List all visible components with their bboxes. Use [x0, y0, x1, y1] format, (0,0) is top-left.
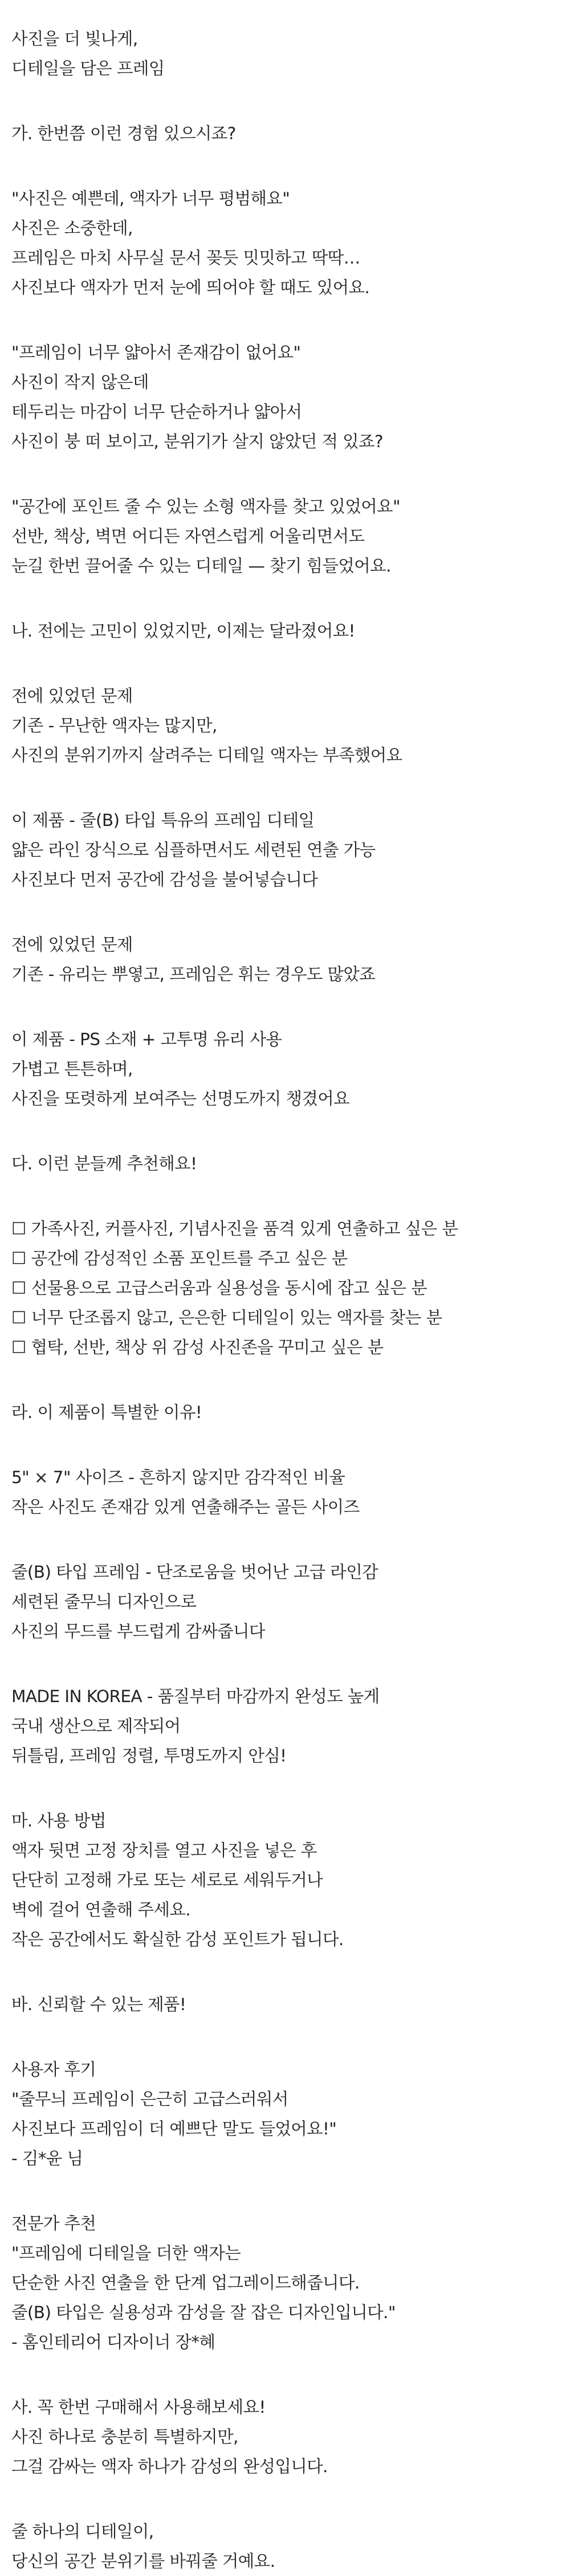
text-line: 사진을 또렷하게 보여주는 선명도까지 챙겼어요 — [11, 1089, 350, 1108]
expert-recommendation-block — [11, 2209, 559, 2357]
text-line: 선반, 책상, 벽면 어디든 자연스럽게 어울리면서도 — [11, 526, 365, 546]
section-heading-ba — [11, 1990, 559, 2019]
text-line: 작은 공간에서도 확실한 감성 포인트가 됩니다. — [11, 1930, 344, 1949]
text-line: 가볍고 튼튼하며, — [11, 1059, 133, 1079]
text-line: 줄(B) 타입 프레임 - 단조로움을 벗어난 고급 라인감 — [11, 1562, 378, 1582]
text-line: 이 제품 - PS 소재 + 고투명 유리 사용 — [11, 1030, 282, 1049]
feature-frame-block — [11, 1557, 559, 1646]
purchase-block — [11, 2392, 559, 2481]
feature-origin-block — [11, 1682, 559, 1771]
section-heading-ga — [11, 119, 559, 148]
text-line: "줄무늬 프레임이 은근히 고급스러워서 — [11, 2089, 288, 2109]
section-heading-na — [11, 616, 559, 646]
text-line: MADE IN KOREA - 품질부터 마감까지 완성도 높게 — [11, 1687, 380, 1706]
text-line: 세련된 줄무늬 디자인으로 — [11, 1592, 197, 1611]
list-item: ☐ 공간에 감성적인 소품 포인트를 주고 싶은 분 — [11, 1249, 348, 1268]
text-line: 사진을 더 빛나게, — [11, 29, 138, 48]
text-line: 전에 있었던 문제 — [11, 935, 133, 954]
text-line: "공간에 포인트 줄 수 있는 소형 액자를 찾고 있었어요" — [11, 497, 400, 516]
text-line: 사진보다 먼저 공간에 감성을 불어넣습니다 — [11, 870, 318, 889]
text-line: 사진이 작지 않은데 — [11, 372, 149, 392]
text-line: 작은 사진도 존재감 있게 연출해주는 골든 사이즈 — [11, 1497, 360, 1517]
text-line: 눈길 한번 끌어줄 수 있는 디테일 — 찾기 힘들었어요. — [11, 556, 391, 576]
complaint-block-1 — [11, 184, 559, 302]
text-line: 기존 - 무난한 액자는 많지만, — [11, 716, 217, 735]
solution-block-1 — [11, 805, 559, 894]
text-line: 단순한 사진 연출을 한 단계 업그레이드해줍니다. — [11, 2273, 360, 2293]
feature-size-block — [11, 1463, 559, 1522]
text-line: "프레임에 디테일을 더한 액자는 — [11, 2243, 241, 2263]
text-line: 뒤틀림, 프레임 정렬, 투명도까지 안심! — [11, 1746, 287, 1765]
text-line: 사진의 무드를 부드럽게 감싸줍니다 — [11, 1622, 265, 1641]
section-heading: 다. 이런 분들께 추천해요! — [11, 1154, 197, 1173]
text-line: 사진은 소중한데, — [11, 218, 133, 238]
text-line: 줄(B) 타입은 실용성과 감성을 잘 잡은 디자인입니다." — [11, 2303, 396, 2322]
recommendation-list — [11, 1214, 559, 1362]
text-line: 줄 하나의 디테일이, — [11, 2522, 154, 2541]
solution-block-2 — [11, 1024, 559, 1113]
list-item: ☐ 협탁, 선반, 책상 위 감성 사진존을 꾸미고 싶은 분 — [11, 1338, 384, 1357]
section-heading: 라. 이 제품이 특별한 이유! — [11, 1403, 202, 1422]
text-line: 이 제품 - 줄(B) 타입 특유의 프레임 디테일 — [11, 811, 315, 830]
text-line: 국내 생산으로 제작되어 — [11, 1716, 181, 1736]
text-line: 사진보다 프레임이 더 예쁘단 말도 들었어요!" — [11, 2119, 337, 2138]
section-heading: 나. 전에는 고민이 있었지만, 이제는 달라졌어요! — [11, 621, 355, 641]
text-line: 벽에 걸어 연출해 주세요. — [11, 1900, 191, 1919]
text-line: 액자 뒷면 고정 장치를 열고 사진을 넣은 후 — [11, 1841, 317, 1860]
text-line: 단단히 고정해 가로 또는 세로로 세워두거나 — [11, 1870, 323, 1890]
text-line: 프레임은 마치 사무실 문서 꽂듯 밋밋하고 딱딱… — [11, 248, 360, 268]
complaint-block-3 — [11, 492, 559, 581]
text-line: 사진이 붕 떠 보이고, 분위기가 살지 않았던 적 있죠? — [11, 432, 383, 451]
text-line: 당신의 공간 분위기를 바꿔줄 거예요. — [11, 2551, 275, 2571]
section-heading: 사. 꼭 한번 구매해서 사용해보세요! — [11, 2397, 266, 2417]
problem-block-1 — [11, 681, 559, 770]
text-line: - 홈인테리어 디자이너 장*혜 — [11, 2332, 215, 2352]
list-item: ☐ 너무 단조롭지 않고, 은은한 디테일이 있는 액자를 찾는 분 — [11, 1308, 442, 1327]
usage-block — [11, 1806, 559, 1954]
text-line: 전에 있었던 문제 — [11, 686, 133, 706]
section-heading-ra — [11, 1398, 559, 1427]
section-heading-da — [11, 1149, 559, 1178]
text-line: 5" × 7" 사이즈 - 흔하지 않지만 감각적인 비율 — [11, 1468, 345, 1487]
text-line: 기존 - 유리는 뿌옇고, 프레임은 휘는 경우도 많았죠 — [11, 965, 376, 984]
section-heading: 바. 신뢰할 수 있는 제품! — [11, 1995, 186, 2014]
text-line: 얇은 라인 장식으로 심플하면서도 세련된 연출 가능 — [11, 840, 376, 860]
section-heading: 가. 한번쯤 이런 경험 있으시죠? — [11, 124, 236, 143]
closing-block — [11, 2517, 559, 2576]
text-line: "프레임이 너무 얇아서 존재감이 없어요" — [11, 343, 301, 362]
text-line: 전문가 추천 — [11, 2214, 96, 2233]
text-line: 사진의 분위기까지 살려주는 디테일 액자는 부족했어요 — [11, 746, 402, 765]
complaint-block-2 — [11, 338, 559, 456]
text-line: 사진보다 액자가 먼저 눈에 띄어야 할 때도 있어요. — [11, 278, 370, 297]
text-line: 사용자 후기 — [11, 2060, 96, 2079]
text-line: 디테일을 담은 프레임 — [11, 59, 165, 78]
user-review-block — [11, 2055, 559, 2173]
text-line: "사진은 예쁜데, 액자가 너무 평범해요" — [11, 189, 290, 208]
text-line: 테두리는 마감이 너무 단순하거나 얇아서 — [11, 402, 302, 422]
text-line: 그걸 감싸는 액자 하나가 감성의 완성입니다. — [11, 2457, 328, 2476]
problem-block-2 — [11, 930, 559, 989]
section-heading: 마. 사용 방법 — [11, 1811, 106, 1830]
list-item: ☐ 선물용으로 고급스러움과 실용성을 동시에 잡고 싶은 분 — [11, 1278, 427, 1298]
text-line: 사진 하나로 충분히 특별하지만, — [11, 2427, 238, 2447]
list-item: ☐ 가족사진, 커플사진, 기념사진을 품격 있게 연출하고 싶은 분 — [11, 1219, 458, 1238]
intro-block — [11, 24, 559, 83]
text-line: - 김*윤 님 — [11, 2149, 83, 2168]
